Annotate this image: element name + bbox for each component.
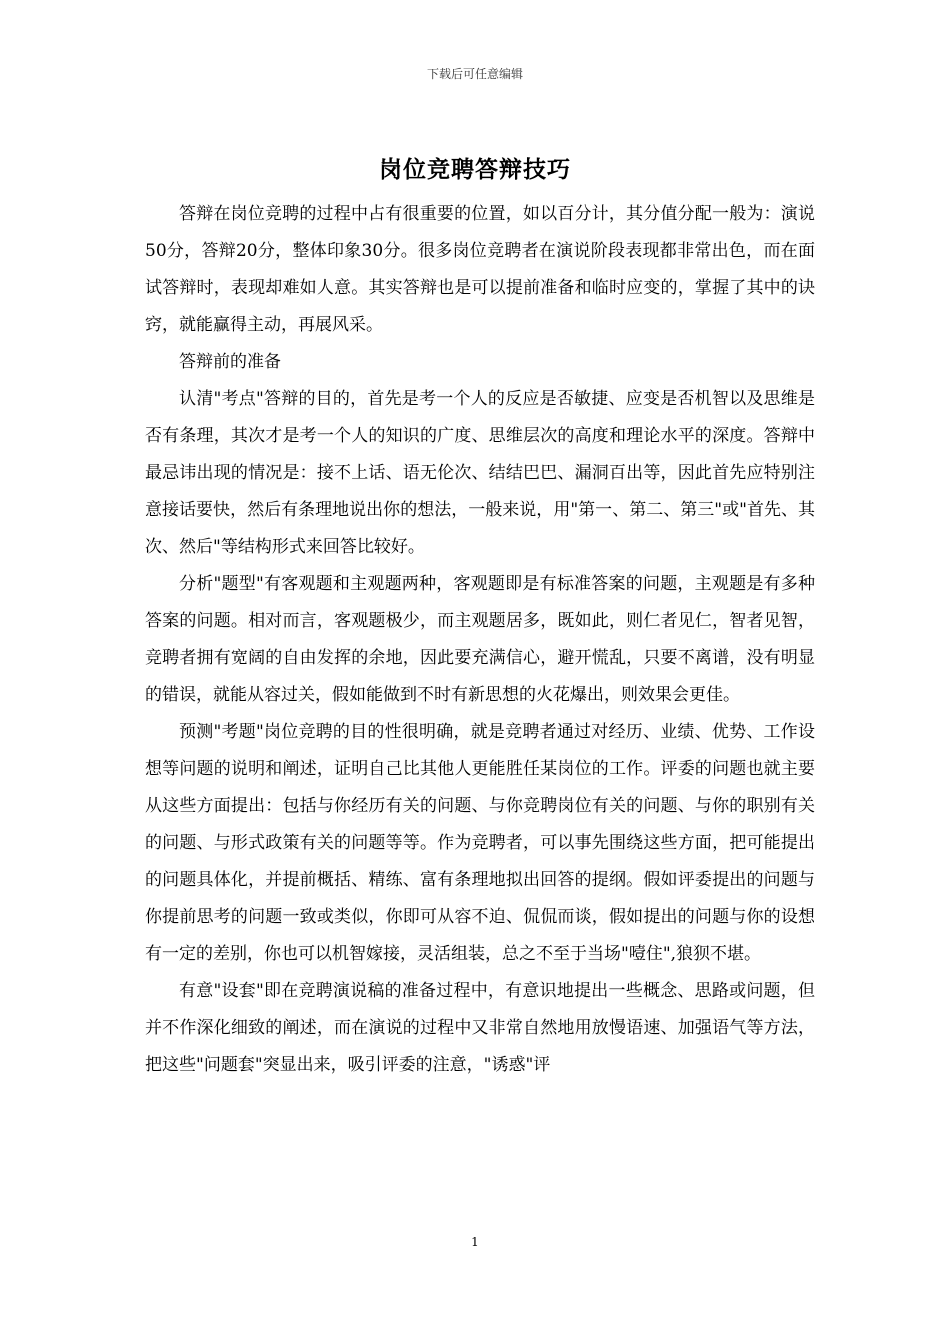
document-title: 岗位竞聘答辩技巧 <box>379 156 571 183</box>
paragraph-kaodian: 认清"考点"答辩的目的，首先是考一个人的反应是否敏捷、应变是否机智以及思维是否有条理，其次才是考一个人的知识的广度、思维层次的高度和理论水平的深度。答辩中最忌讳出现的情况是：接不上话、语无伦次、结结巴巴、漏洞百出等，因此首先应特别注意接话要快，然后有条理地说出你的想法，一般来说，用"第一、第二、第三"或"首先、其次、然后"等结构形式来回答比较好。 <box>145 389 815 557</box>
paragraph-tixing: 分析"题型"有客观题和主观题两种，客观题即是有标准答案的问题，主观题是有多种答案的问题。相对而言，客观题极少，而主观题居多，既如此，则仁者见仁，智者见智，竞聘者拥有宽阔的自由发挥的余地，因此要充满信心，避开慌乱，只要不离谱，没有明显的错误，就能从容过关，假如能做到不时有新思想的火花爆出，则效果会更佳。 <box>145 574 815 705</box>
paragraph-intro: 答辩在岗位竞聘的过程中占有很重要的位置，如以百分计，其分值分配一般为：演说50分，答辩20分，整体印象30分。很多岗位竞聘者在演说阶段表现都非常出色，而在面试答辩时，表现却难如人意。其实答辩也是可以提前准备和临时应变的，掌握了其中的诀窍，就能赢得主动，再展风采。 <box>145 204 815 335</box>
section-heading: 答辩前的准备 <box>179 352 281 372</box>
paragraph-shetao: 有意"设套"即在竞聘演说稿的准备过程中，有意识地提出一些概念、思路或问题，但并不作深化细致的阐述，而在演说的过程中又非常自然地用放慢语速、加强语气等方法，把这些"问题套"突显出来，吸引评委的注意，"诱惑"评 <box>145 981 815 1075</box>
page-header: 下载后可任意编辑 <box>426 67 523 81</box>
paragraph-kaoti: 预测"考题"岗位竞聘的目的性很明确，就是竞聘者通过对经历、业绩、优势、工作设想等问题的说明和阐述，证明自己比其他人更能胜任某岗位的工作。评委的问题也就主要从这些方面提出：包括与你经历有关的问题、与你竞聘岗位有关的问题、与你的职别有关的问题、与形式政策有关的问题等等。作为竞聘者，可以事先围绕这些方面，把可能提出的问题具体化，并提前概括、精练、富有条理地拟出回答的提纲。假如评委提出的问题与你提前思考的问题一致或类似，你即可从容不迫、侃侃而谈，假如提出的问题与你的设想有一定的差别，你也可以机智嫁接，灵活组装，总之不至于当场"噎住",狼狈不堪。 <box>145 722 815 964</box>
document-body <box>145 196 815 1084</box>
page-number: 1 <box>471 1235 479 1249</box>
